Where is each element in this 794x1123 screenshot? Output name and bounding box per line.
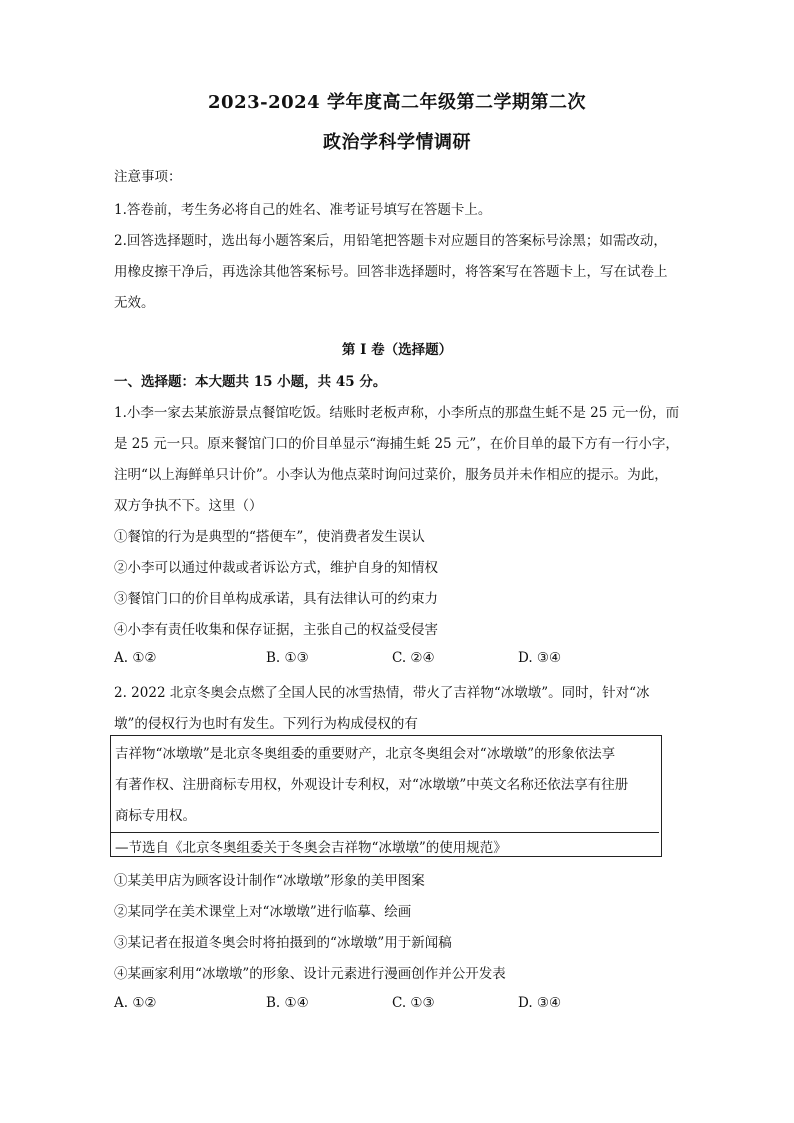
notice-item-2-cont: 用橡皮擦干净后，再选涂其他答案标号。回答非选择题时，将答案写在答题卡上，写在试卷上 bbox=[114, 264, 668, 280]
q1-stem-line4: 双方争执不下。这里（） bbox=[114, 498, 263, 514]
exam-title-line1: 2023-2024 学年度高二年级第二学期第二次 bbox=[208, 92, 586, 113]
q1-option-d[interactable]: D. ③④ bbox=[518, 650, 562, 666]
q1-statement-1: ①餐馆的行为是典型的“搭便车”，使消费者发生误认 bbox=[114, 529, 425, 545]
notice-item-1: 1.答卷前，考生务必将自己的姓名、准考证号填写在答题卡上。 bbox=[114, 202, 492, 218]
q2-material-line2: 有著作权、注册商标专用权，外观设计专利权，对“冰墩墩”中英文名称还依法享有往册 bbox=[115, 777, 629, 793]
notice-item-2: 2.回答选择题时，选出每小题答案后，用铅笔把答题卡对应题目的答案标号涂黑；如需改动， bbox=[114, 233, 667, 249]
notice-heading: 注意事项： bbox=[114, 169, 182, 185]
q1-option-a[interactable]: A. ①② bbox=[114, 650, 157, 666]
q2-stem-line2: 墩”的侵权行为也时有发生。下列行为构成侵权的有 bbox=[114, 716, 418, 732]
q2-stem-line1: 2. 2022 北京冬奥会点燃了全国人民的冰雪热情，带火了吉祥物“冰墩墩”。同时，针对“冰 bbox=[114, 685, 650, 701]
section-instruction: 一、选择题：本大题共 15 小题，共 45 分。 bbox=[114, 374, 387, 390]
q1-statement-3: ③餐馆门口的价目单构成承诺，具有法律认可的约束力 bbox=[114, 591, 438, 607]
q2-material-line3: 商标专用权。 bbox=[115, 808, 196, 824]
q2-statement-3: ③某记者在报道冬奥会时将拍摄到的“冰墩墩”用于新闻稿 bbox=[114, 935, 452, 951]
q2-material-line1: 吉祥物“冰墩墩”是北京冬奥组委的重要财产，北京冬奥组会对“冰墩墩”的形象依法享 bbox=[115, 746, 616, 762]
q1-stem-line2: 是 25 元一只。原来餐馆门口的价目单显示“海捕生蚝 25 元”，在价目单的最下方有一行小字， bbox=[114, 436, 679, 452]
section-title: 第 I 卷（选择题） bbox=[341, 342, 453, 358]
q2-material-source: —节选自《北京冬奥组委关于冬奥会吉祥物“冰墩墩”的使用规范》 bbox=[115, 840, 507, 856]
q2-statement-1: ①某美甲店为顾客设计制作“冰墩墩”形象的美甲图案 bbox=[114, 873, 425, 889]
q1-statement-4: ④小李有责任收集和保存证据，主张自己的权益受侵害 bbox=[114, 622, 438, 638]
q1-statement-2: ②小李可以通过仲裁或者诉讼方式，维护自身的知情权 bbox=[114, 560, 438, 576]
q2-material-divider bbox=[111, 832, 659, 833]
q2-option-c[interactable]: C. ①③ bbox=[392, 995, 435, 1011]
q2-statement-4: ④某画家利用“冰墩墩”的形象、设计元素进行漫画创作并公开发表 bbox=[114, 966, 506, 982]
q1-option-b[interactable]: B. ①③ bbox=[266, 650, 309, 666]
q1-option-c[interactable]: C. ②④ bbox=[392, 650, 435, 666]
q2-option-b[interactable]: B. ①④ bbox=[266, 995, 309, 1011]
notice-item-2-end: 无效。 bbox=[114, 295, 155, 311]
q1-stem-line3: 注明“以上海鲜单只计价”。小李认为他点菜时询问过菜价，服务员并未作相应的提示。为此， bbox=[114, 467, 668, 483]
q2-option-a[interactable]: A. ①② bbox=[114, 995, 157, 1011]
q2-statement-2: ②某同学在美术课堂上对“冰墩墩”进行临摹、绘画 bbox=[114, 904, 412, 920]
q2-option-d[interactable]: D. ③④ bbox=[518, 995, 562, 1011]
q1-stem-line1: 1.小李一家去某旅游景点餐馆吃饭。结账时老板声称，小李所点的那盘生蚝不是 25 元一份，而 bbox=[114, 405, 680, 421]
exam-title-line2: 政治学科学情调研 bbox=[323, 132, 471, 153]
q2-material-box bbox=[110, 735, 662, 857]
